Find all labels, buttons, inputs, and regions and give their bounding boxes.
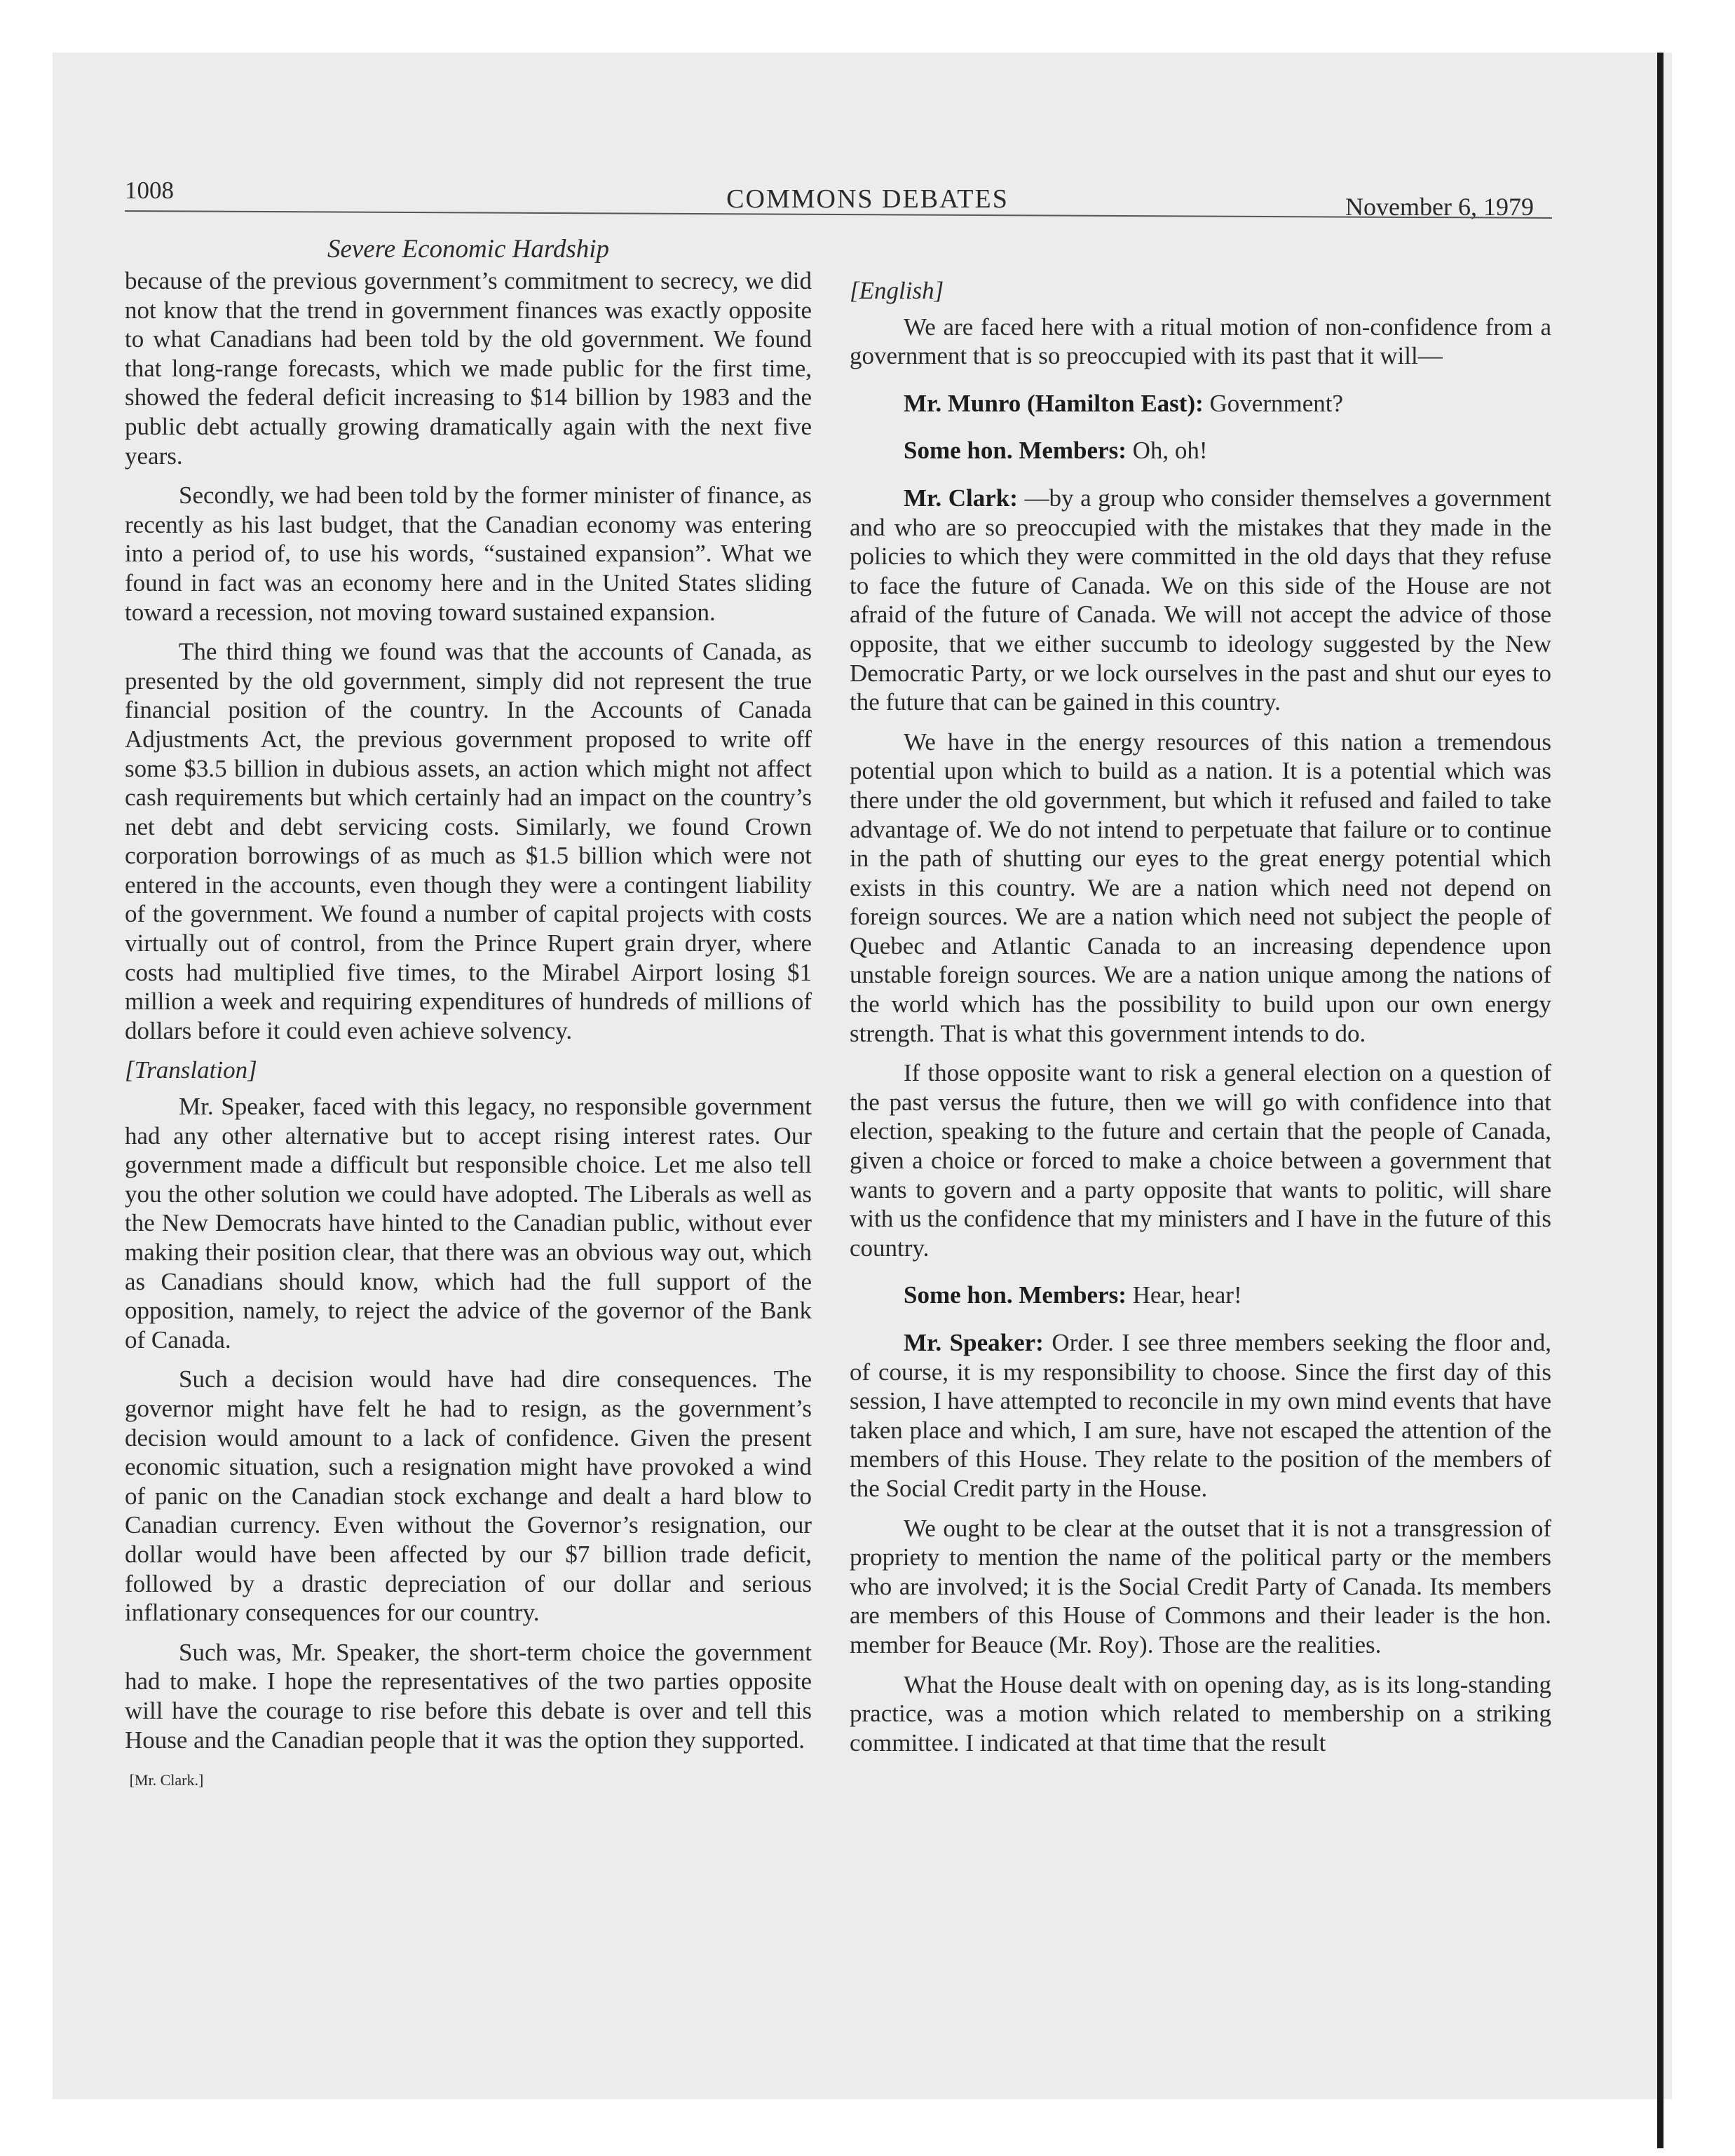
speech-munro <box>850 389 1551 418</box>
paragraph: Such a decision would have had dire consequences. The governor might have felt he had to resign, as the government’s decision would amount to a lack of confidence. Given the present economic situation, such a resignation might have provoked a wind of panic on the Canadian stock exchange and dealt a hard blow to Canadian currency. Even without the Governor’s resignation, our dollar would have been affected by our $7 billion trade deficit, followed by a drastic depreciation of our dollar and serious inflationary consequences for our country. <box>125 1365 812 1627</box>
page-header <box>0 177 1735 219</box>
speech-text: Order. I see three members seeking the floor and, of course, it is my responsibility to choose. Since the first day of this session, I have attempted to reconcile in my own mind events that have taken place and which, I am sure, have not escaped the attention of the members of this House. They relate to the position of the members of the Social Credit party in the House. <box>850 1329 1552 1502</box>
english-tag: [English] <box>850 277 944 304</box>
paragraph: We are faced here with a ritual motion of non-confidence from a government that is so preoccupied with its past that it will— <box>850 313 1551 370</box>
speaker-footnote: [Mr. Clark.] <box>129 1771 204 1789</box>
paragraph: Such was, Mr. Speaker, the short-term choice the government had to make. I hope the representatives of the two parties opposite will have the courage to rise before this debate is over and tell this House and the Canadian people that it was the option they supported. <box>125 1638 812 1754</box>
paragraph: We have in the energy resources of this nation a tremendous potential upon which to build as a nation. It is a potential which was there under the old government, but which it refused and failed to take advantage of. We do not intend to perpetuate that failure or to continue in the path of shutting our eyes to the great energy potential which exists in this country. We are a nation which need not depend on foreign sources. We are a nation which need not subject the people of Quebec and Atlantic Canada to an increasing dependence upon unstable foreign sources. We are a nation unique among the nations of the world which has the possibility to build upon our own energy strength. That is what this government intends to do. <box>850 728 1551 1047</box>
left-column <box>125 266 812 1795</box>
paragraph: The third thing we found was that the accounts of Canada, as presented by the old government, simply did not represent the true financial position of the country. In the Accounts of Canada Adjustments Act, the previous government proposed to write off some $3.5 billion in dubious assets, an action which might not affect cash requirements but which certainly had an impact on the country’s net debt and debt servicing costs. Similarly, we found Crown corporation borrowings of as much as $1.5 billion which were not entered in the accounts, even though they were a contingent liability of the government. We found a number of capital projects with costs virtually out of control, from the Prince Rupert grain dryer, where costs had multiplied five times, to the Mirabel Airport losing $1 million a week and requiring expenditures of hundreds of millions of dollars before it could even achieve solvency. <box>125 638 812 1044</box>
speaker-name: Mr. Clark: <box>904 484 1018 512</box>
speaker-name: Some hon. Members: <box>904 1281 1127 1309</box>
paragraph: What the House dealt with on opening day, as is its long-standing practice, was a motion which related to membership on a striking committee. I indicated at that time that the result <box>850 1670 1551 1756</box>
header-date: November 6, 1979 <box>1345 193 1534 221</box>
speech-text: Government? <box>1209 389 1343 417</box>
speech-speaker <box>850 1328 1551 1503</box>
paragraph: If those opposite want to risk a general election on a question of the past versus the future, then we will go with confidence into that election, speaking to the future and certain that the people of Canada, given a choice or forced to make a choice between a government that wants to govern and a party opposite that wants to politic, will share with us the confidence that my ministers and I have in the future of this country. <box>850 1059 1551 1262</box>
paragraph: because of the previous government’s commitment to secrecy, we did not know that the trend in government finances was exactly opposite to what Canadians had been told by the old government. We found that long-range forecasts, which we made public for the first time, showed the federal deficit increasing to $14 billion by 1983 and the public debt actually growing dramatically again with the next five years. <box>125 267 812 470</box>
scan-edge-bar <box>1657 53 1663 2148</box>
section-title: Severe Economic Hardship <box>327 235 610 264</box>
speech-text: Hear, hear! <box>1132 1281 1242 1309</box>
translation-tag: [Translation] <box>125 1056 257 1084</box>
right-column <box>850 276 1551 1768</box>
speech-clark <box>850 484 1551 717</box>
paragraph: Mr. Speaker, faced with this legacy, no responsible government had any other alternative but to accept rising interest rates. Our government made a difficult but responsible choice. Let me also tell you the other solution we could have adopted. The Liberals as well as the New Democrats have hinted to the Canadian public, without ever making their position clear, that there was an obvious way out, which as Canadians should know, which had the full support of the opposition, namely, to reject the advice of the governor of the Bank of Canada. <box>125 1093 812 1353</box>
speaker-name: Mr. Speaker: <box>904 1329 1044 1356</box>
speech-members <box>850 436 1551 465</box>
speaker-name: Mr. Munro (Hamilton East): <box>904 389 1204 417</box>
paragraph: Secondly, we had been told by the former minister of finance, as recently as his last budget, that the Canadian economy was entering into a period of, to use his words, “sustained expansion”. What we found in fact was an economy here and in the United States sliding toward a recession, not moving toward sustained expansion. <box>125 482 812 626</box>
speaker-name: Some hon. Members: <box>904 437 1127 465</box>
journal-title: COMMONS DEBATES <box>726 184 1009 214</box>
speech-text: Oh, oh! <box>1132 437 1208 465</box>
speech-text: —by a group who consider themselves a government and who are so preoccupied with the mistakes that they made in the policies to which they were committed in the old days that they refuse to face the future of Canada. We on this side of the House are not afraid of the future of Canada. We will not accept the advice of those opposite, that we either succumb to ideology suggested by the New Democratic Party, or we lock ourselves in the past and shut our eyes to the future that can be gained in this country. <box>850 484 1551 716</box>
page-number: 1008 <box>125 177 174 204</box>
paragraph: We ought to be clear at the outset that it is not a transgression of propriety to mention the name of the political party or the members who are involved; it is the Social Credit Party of Canada. Its members are members of this House of Commons and their leader is the hon. member for Beauce (Mr. Roy). Those are the realities. <box>850 1514 1551 1658</box>
speech-members <box>850 1281 1551 1310</box>
